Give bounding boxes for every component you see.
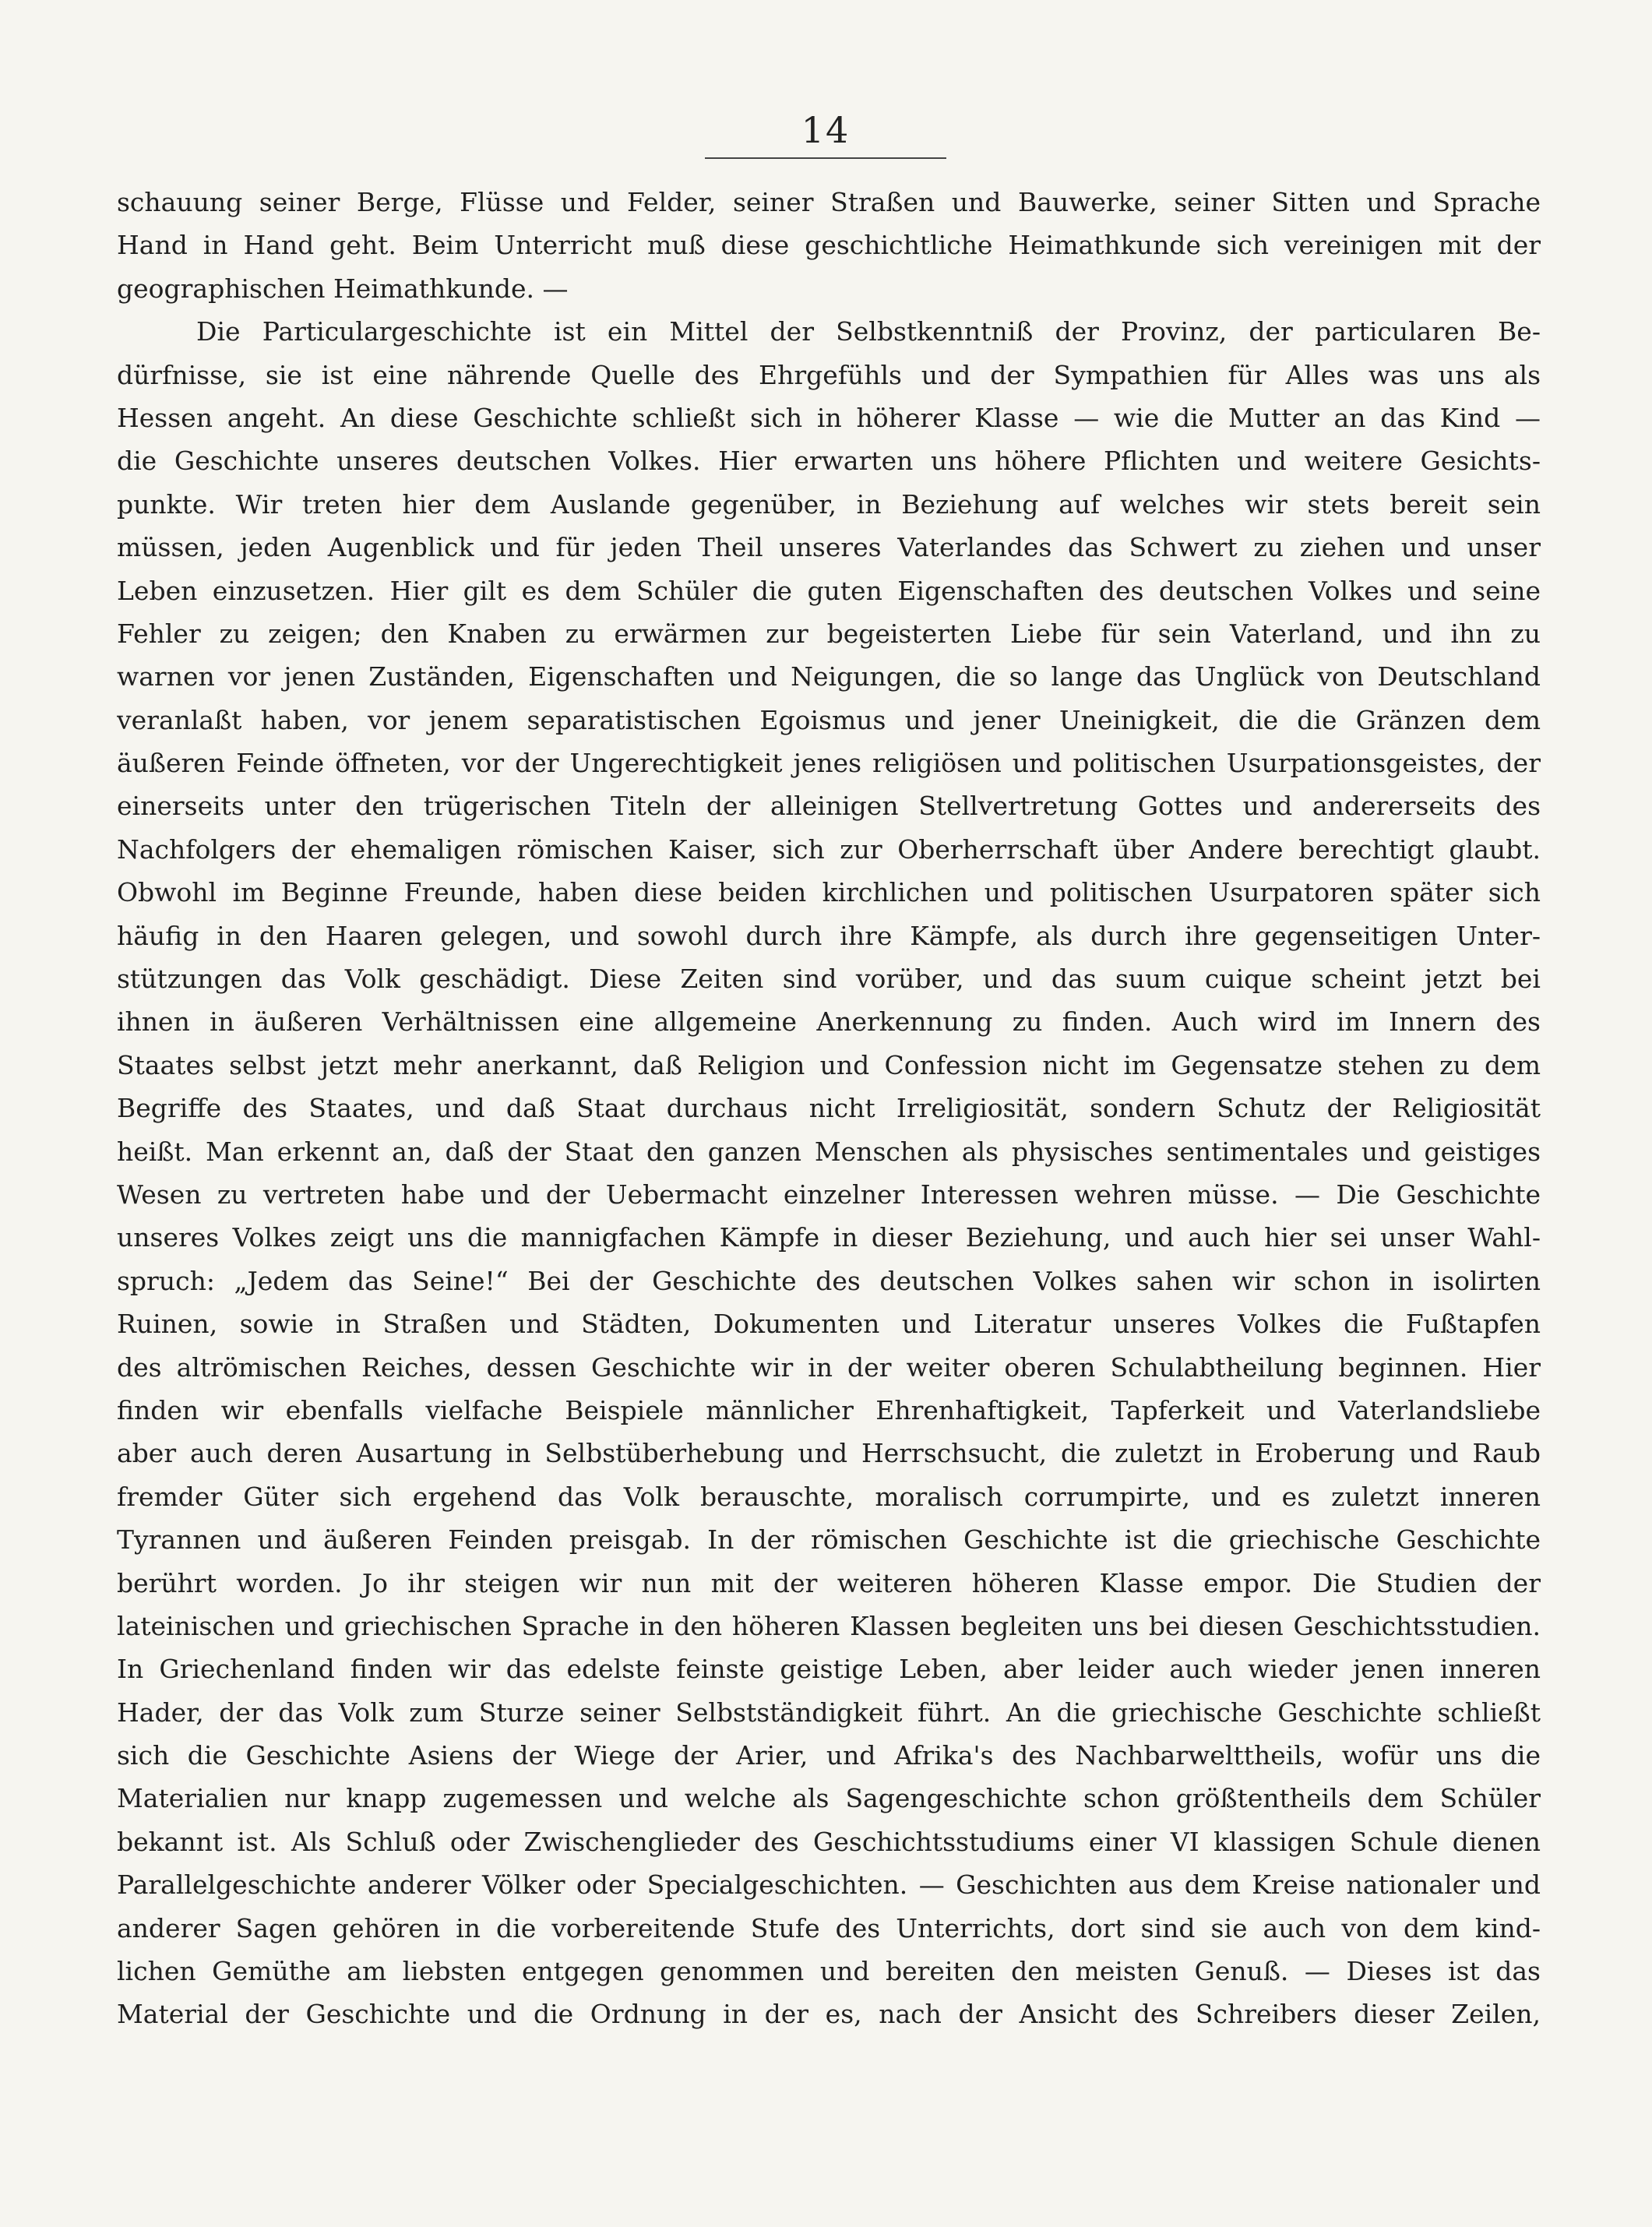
text-line: Fehler zu zeigen; den Knaben zu erwärmen zur begeisterten Liebe für sein Vaterland, und ihn zu xyxy=(117,618,1541,649)
page-number: 14 xyxy=(801,109,851,151)
text-line: In Griechenland finden wir das edelste feinste geistige Leben, aber leider auch wieder jenen inneren xyxy=(117,1654,1541,1685)
text-line: Material der Geschichte und die Ordnung in der es, nach der Ansicht des Schreibers dieser Zeilen, xyxy=(117,1999,1541,2030)
text-line: Begriffe des Staates, und daß Staat durchaus nicht Irreligiosität, sondern Schutz der Religiosität xyxy=(117,1093,1541,1124)
text-line: häufig in den Haaren gelegen, und sowohl durch ihre Kämpfe, als durch ihre gegenseitigen Unter- xyxy=(117,920,1541,951)
text-line: bekannt ist. Als Schluß oder Zwischenglieder des Geschichtsstudiums einer VI klassigen Schule dienen xyxy=(117,1826,1541,1857)
text-line: finden wir ebenfalls vielfache Beispiele männlicher Ehrenhaftigkeit, Tapferkeit und Vaterlandsliebe xyxy=(117,1394,1541,1425)
text-line: des altrömischen Reiches, dessen Geschichte wir in der weiter oberen Schulabtheilung beginnen. Hier xyxy=(117,1351,1541,1383)
text-line: punkte. Wir treten hier dem Auslande gegenüber, in Beziehung auf welches wir stets bereit sein xyxy=(117,488,1541,520)
text-line: lichen Gemüthe am liebsten entgegen genommen und bereiten den meisten Genuß. — Dieses ist das xyxy=(117,1956,1541,1987)
text-line: ihnen in äußeren Verhältnissen eine allgemeine Anerkennung zu finden. Auch wird im Innern des xyxy=(117,1006,1541,1038)
text-line: Obwohl im Beginne Freunde, haben diese beiden kirchlichen und politischen Usurpatoren später sich xyxy=(117,877,1541,908)
text-line: aber auch deren Ausartung in Selbstüberhebung und Herrschsucht, die zuletzt in Eroberung und Raub xyxy=(117,1438,1541,1469)
text-line: die Geschichte unseres deutschen Volkes. Hier erwarten uns höhere Pflichten und weitere Gesichts- xyxy=(117,446,1541,477)
text-line: Materialien nur knapp zugemessen und welche als Sagengeschichte schon größtentheils dem Schüler xyxy=(117,1783,1541,1814)
text-line: stützungen das Volk geschädigt. Diese Zeiten sind vorüber, und das suum cuique scheint jetzt bei xyxy=(117,964,1541,995)
text-line: fremder Güter sich ergehend das Volk berauschte, moralisch corrumpirte, und es zuletzt inneren xyxy=(117,1481,1541,1512)
text-line: Hader, der das Volk zum Sturze seiner Selbstständigkeit führt. An die griechische Geschichte schließt xyxy=(117,1697,1541,1728)
text-line: anderer Sagen gehören in die vorbereitende Stufe des Unterrichts, dort sind sie auch von dem kind- xyxy=(117,1912,1541,1943)
text-line: Ruinen, sowie in Straßen und Städten, Dokumenten und Literatur unseres Volkes die Fußtapfen xyxy=(117,1309,1541,1340)
text-line: warnen vor jenen Zuständen, Eigenschaften und Neigungen, die so lange das Unglück von Deutschland xyxy=(117,661,1541,692)
text-line: unseres Volkes zeigt uns die mannigfachen Kämpfe in dieser Beziehung, und auch hier sei unser Wahl- xyxy=(117,1222,1541,1253)
text-line: Leben einzusetzen. Hier gilt es dem Schüler die guten Eigenschaften des deutschen Volkes und seine xyxy=(117,575,1541,606)
text-line: heißt. Man erkennt an, daß der Staat den ganzen Menschen als physisches sentimentales und geistiges xyxy=(117,1136,1541,1167)
text-line: müssen, jeden Augenblick und für jeden Theil unseres Vaterlandes das Schwert zu ziehen und unser xyxy=(117,532,1541,563)
text-line: sich die Geschichte Asiens der Wiege der Arier, und Afrika's des Nachbarwelttheils, wofür uns die xyxy=(117,1740,1541,1771)
header-rule xyxy=(705,157,946,159)
text-line: einerseits unter den trügerischen Titeln der alleinigen Stellvertretung Gottes und andererseits des xyxy=(117,791,1541,822)
text-line: Parallelgeschichte anderer Völker oder Specialgeschichten. — Geschichten aus dem Kreise nationaler und xyxy=(117,1869,1541,1901)
body-text xyxy=(117,181,1541,2036)
text-line: Hand in Hand geht. Beim Unterricht muß diese geschichtliche Heimathkunde sich vereinigen mit der xyxy=(117,230,1541,261)
text-line: berührt worden. Jo ihr steigen wir nun mit der weiteren höheren Klasse empor. Die Studien der xyxy=(117,1567,1541,1598)
text-line: schauung seiner Berge, Flüsse und Felder, seiner Straßen und Bauwerke, seiner Sitten und Sprache xyxy=(117,187,1541,217)
text-line: lateinischen und griechischen Sprache in den höheren Klassen begleiten uns bei diesen Geschichtsstudien. xyxy=(117,1610,1541,1641)
text-line: Die Particulargeschichte ist ein Mittel der Selbstkenntniß der Provinz, der particularen Be- xyxy=(196,316,1541,347)
text-line: spruch: „Jedem das Seine!“ Bei der Geschichte des deutschen Volkes sahen wir schon in isolirten xyxy=(117,1265,1541,1296)
text-line: Nachfolgers der ehemaligen römischen Kaiser, sich zur Oberherrschaft über Andere berechtigt glaubt. xyxy=(117,833,1541,865)
text-line: äußeren Feinde öffneten, vor der Ungerechtigkeit jenes religiösen und politischen Usurpationsgeistes, der xyxy=(117,748,1541,779)
text-line: dürfnisse, sie ist eine nährende Quelle des Ehrgefühls und der Sympathien für Alles was uns als xyxy=(117,359,1541,390)
text-line: Tyrannen und äußeren Feinden preisgab. In der römischen Geschichte ist die griechische Geschichte xyxy=(117,1524,1541,1556)
text-line: Staates selbst jetzt mehr anerkannt, daß Religion und Confession nicht im Gegensatze stehen zu dem xyxy=(117,1049,1541,1080)
text-line: geographischen Heimathkunde. — xyxy=(117,273,569,304)
text-line: Hessen angeht. An diese Geschichte schließt sich in höherer Klasse — wie die Mutter an das Kind — xyxy=(117,402,1541,433)
text-line: Wesen zu vertreten habe und der Uebermacht einzelner Interessen wehren müsse. — Die Geschichte xyxy=(117,1179,1541,1210)
text-line: veranlaßt haben, vor jenem separatistischen Egoismus und jener Uneinigkeit, die die Gränzen dem xyxy=(117,704,1541,735)
